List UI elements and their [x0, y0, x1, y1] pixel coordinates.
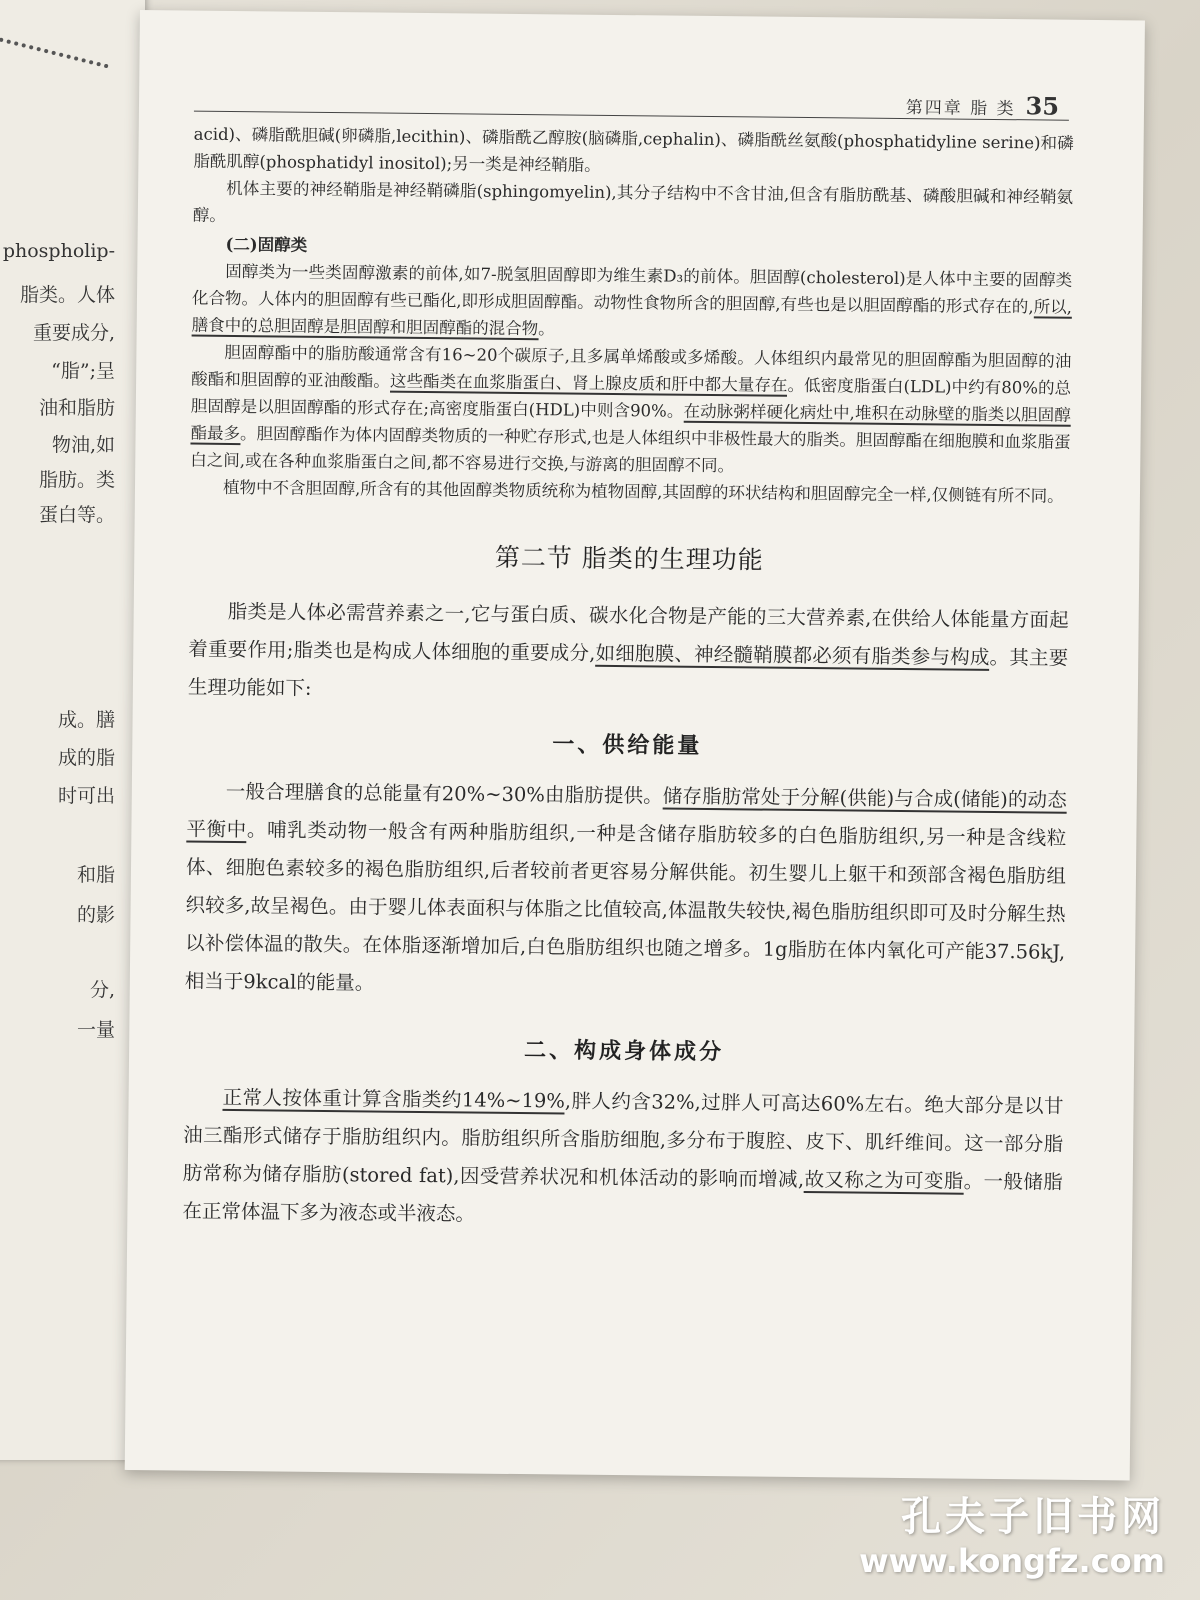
watermark-title: 孔夫子旧书网	[901, 1494, 1165, 1540]
left-text-fragment: 脂类。人体	[19, 284, 115, 306]
page-number: 35	[1025, 91, 1060, 121]
text-run: 胆固醇酯中的脂肪酸通常含有16~20个碳原子,且多属单烯酸或多烯酸。人体组织内最常见的胆固醇酯为胆固醇的油酸酯和胆固醇的亚油酸酯。	[191, 342, 1072, 391]
left-text-fragment: 成。膳	[57, 709, 115, 731]
text-run: 。一般储脂在正常体温下多为液态或半液态。	[182, 1169, 1063, 1226]
section-body	[182, 593, 1069, 1240]
text-run: ,胖人约含32%,过胖人可高达60%左右。绝大部分是以甘油三酯形式储存于脂肪组织内。脂肪组织所含脂肪细胞,多分布于腹腔、皮下、肌纤维间。这一部分脂肪常称为储存脂肪(stored fat),因受营养状况和机体活动的影响而增减,	[182, 1089, 1064, 1192]
chapter-label: 第四章 脂 类	[905, 98, 1016, 120]
left-text-fragment: 一量	[76, 1019, 115, 1041]
underlined-text: 如细胞膜、神经髓鞘膜都必须有脂类参与构成	[595, 641, 990, 669]
underlined-text: 所以,膳食中的总胆固醇是胆固醇和胆固醇酯的混合物	[191, 297, 1073, 339]
subheading: (二)固醇类	[225, 234, 308, 255]
paragraph	[190, 339, 1071, 483]
left-text-fragment: 脂肪。类	[38, 469, 115, 491]
left-page	[0, 0, 145, 1460]
left-text-fragment: 油和脂肪	[38, 397, 115, 419]
left-text-fragment: 重要成分,	[32, 322, 115, 344]
text-run: 。其主要生理功能如下:	[187, 645, 1069, 700]
page-body	[182, 121, 1074, 1240]
underlined-text: 故又称之为可变脂	[804, 1168, 964, 1193]
heading-energy: 一、供给能量	[552, 732, 703, 759]
paragraph	[182, 1079, 1064, 1240]
left-text-fragment: 成的脂	[57, 747, 115, 769]
watermark-url: www.kongfz.com	[859, 1542, 1165, 1580]
running-head	[906, 90, 1060, 121]
left-text-fragment: 分,	[89, 979, 115, 1001]
left-text-fragment: 时可出	[57, 785, 115, 807]
underlined-text: 在动脉粥样硬化病灶中,堆积在动脉壁的脂类以胆固醇酯最多	[190, 401, 1071, 444]
text-run: 。哺乳类动物一般含有两种脂肪组织,一种是含储存脂肪较多的白色脂肪组织,另一种是含线粒体、细胞色素较多的褐色脂肪组织,后者较前者更容易分解供能。初生婴儿上躯干和颈部含褐色脂肪组织较多,故呈褐色。由于婴儿体表面积与体脂之比值较高,体温散失较快,褐色脂肪组织即可及时分解生热以补偿体温的散失。在体脂逐渐增加后,白色脂肪组织也随之增多。1g脂肪在体内氧化可产能37.56kJ,相当于9kcal的能量。	[184, 818, 1067, 995]
heading-body-composition: 二、构成身体成分	[523, 1038, 725, 1066]
left-text-fragment: phospholip-	[2, 240, 115, 262]
text-run: 一般合理膳食的总能量有20%~30%由脂肪提供。	[225, 779, 663, 808]
underlined-text: 这些酯类在血浆脂蛋白、肾上腺皮质和肝中都大量存在	[389, 371, 788, 395]
paragraph: acid)、磷脂酰胆碱(卵磷脂,lecithin)、磷脂酰乙醇胺(脑磷脂,cephalin)、磷脂酰丝氨酸(phosphatidyline serine)和磷脂酰肌醇(phosphatidyl inositol);另一类是神经鞘脂。	[193, 124, 1074, 175]
left-text-fragment: 物油,如	[51, 434, 115, 456]
text-run: 。	[538, 319, 555, 339]
left-text-fragment: 的影	[76, 904, 115, 926]
text-run: 。胆固醇酯作为体内固醇类物质的一种贮存形式,也是人体组织中非极性最大的脂类。胆固醇酯在细胞膜和血浆脂蛋白之间,或在各种血浆脂蛋白之间,都不容易进行交换,与游离的胆固醇不同。	[190, 424, 1071, 476]
text-run: 脂类是人体必需营养素之一,它与蛋白质、碳水化合物是产能的三大营养素,在供给人体能量方面起着重要作用;脂类也是构成人体细胞的重要成分,	[188, 599, 1069, 665]
paragraph: 机体主要的神经鞘脂是神经鞘磷脂(sphingomyelin),其分子结构中不含甘油,但含有脂肪酰基、磷酸胆碱和神经鞘氨醇。	[192, 178, 1074, 225]
watermark	[859, 1485, 1165, 1580]
dotted-line	[0, 36, 109, 69]
paragraph	[188, 593, 1069, 716]
left-text-fragment: 和脂	[76, 864, 115, 886]
paragraph	[192, 258, 1073, 348]
section-title: 第二节 脂类的生理功能	[494, 542, 764, 575]
underlined-text: 正常人按体重计算含脂类约14%~19%	[222, 1085, 566, 1113]
text-run: 固醇类为一些类固醇激素的前体,如7-脱氢胆固醇即为维生素D₃的前体。胆固醇(cholesterol)是人体中主要的固醇类化合物。人体内的胆固醇有些已酯化,即形成胆固醇酯。动物性食物所含的胆固醇,有些也是以胆固醇酯的形式存在的,	[191, 261, 1073, 317]
underlined-text: 储存脂肪常处于分解(供能)与合成(储能)的动态平衡中	[186, 784, 1067, 842]
text-run: 。低密度脂蛋白(LDL)中约有80%的总胆固醇是以胆固醇酯的形式存在;高密度脂蛋白(HDL)中则含90%。	[190, 375, 1072, 421]
paragraph	[185, 773, 1067, 1010]
paragraph: 植物中不含胆固醇,所含有的其他固醇类物质统称为植物固醇,其固醇的环状结构和胆固醇完全一样,仅侧链有所不同。	[222, 477, 1064, 506]
book-page	[125, 10, 1145, 1480]
left-text-fragment: 蛋白等。	[38, 504, 115, 526]
left-text-fragment: “脂”;呈	[51, 360, 115, 382]
top-section	[190, 121, 1074, 510]
